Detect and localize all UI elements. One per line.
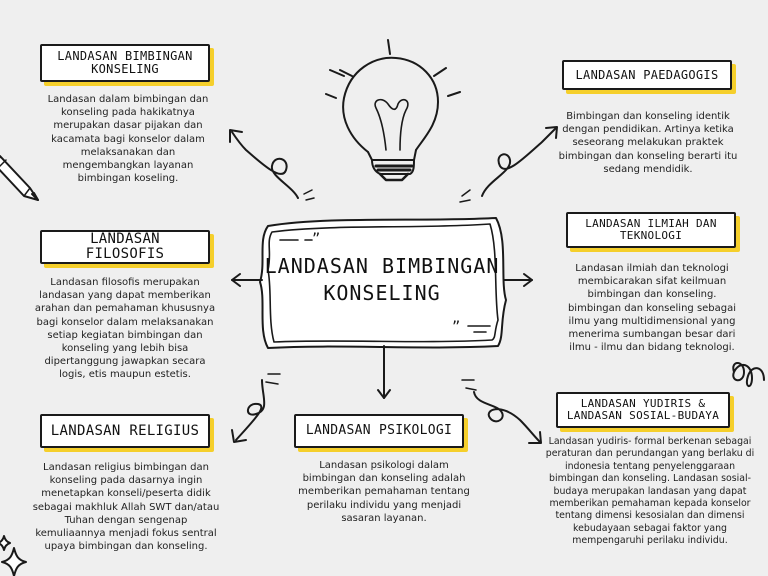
node-title-line2: TEKNOLOGI [619, 229, 683, 242]
node-text-ilmiah: Landasan ilmiah dan teknologi membicarakan sifat keilmuan bimbingan dan konseling. bimbingan dan konseling sebagai ilmu yang multidimensional yang menerima sumbangan besar dari ilmu - ilmu dan bidang teknologi. [567, 263, 737, 354]
node-text-religius: Landasan religius bimbingan dan konseling pada dasarnya ingin menetapkan konseli/peserta didik sebagai makhluk Allah SWT dan/atau Tuhan dengan sengenap kemuliaannya menjadi fokus sentral upaya bimbingan dan konseling. [32, 462, 220, 553]
pencil-icon [0, 156, 38, 200]
swirl-doodle-icon [733, 363, 764, 386]
svg-text:”: ” [312, 229, 321, 248]
svg-text:”: ” [452, 317, 461, 336]
node-text-filosofis: Landasan filosofis merupakan landasan yang dapat memberikan arahan dan pemahaman khususnya bagi konselor dalam melaksanakan setiap kegiatan bimbingan dan konseling yang lebih bisa dipertanggung jawapkan secara logis, etis maupun estetis. [34, 277, 216, 381]
node-title-line1: LANDASAN YUDIRIS & [580, 397, 706, 411]
central-title-line2: KONSELING [323, 281, 441, 305]
node-title-psikologi [294, 414, 464, 448]
node-title-line1: LANDASAN BIMBINGAN [57, 49, 193, 64]
node-title-line2: KONSELING [91, 62, 159, 76]
node-title-text: LANDASAN RELIGIUS [50, 422, 200, 439]
node-title-ilmiah [566, 212, 736, 248]
node-text-bimbingan-konseling: Landasan dalam bimbingan dan konseling pada hakikatnya merupakan dasar pijakan dan kacamata bagi konselor dalam melaksanakan dan mengembangkan layanan bimbingan koseling. [47, 94, 209, 185]
node-title-text: LANDASAN PSIKOLOGI [305, 423, 453, 439]
node-title-line2: LANDASAN SOSIAL-BUDAYA [566, 409, 720, 422]
node-title-text: LANDASAN FILOSOFIS [85, 231, 165, 262]
node-title-line1: LANDASAN ILMIAH DAN [585, 217, 717, 231]
curly-arrow-to-paedagogis [460, 127, 557, 202]
arrow-to-filosofis [232, 274, 262, 286]
central-topic [262, 216, 502, 344]
node-title-religius [40, 414, 210, 448]
sparkle-icon [0, 536, 26, 576]
node-title-paedagogis [562, 60, 732, 90]
node-text-paedagogis: Bimbingan dan konseling identik dengan pendidikan. Artinya ketika seseorang melakukan praktek bimbingan dan konseling berarti itu sedang mendidik. [558, 111, 738, 175]
curly-arrow-to-yudiris [462, 380, 541, 443]
node-title-text: LANDASAN PAEDAGOGIS [575, 67, 719, 82]
central-title-line1: LANDASAN BIMBINGAN [264, 254, 500, 278]
arrow-to-ilmiah [504, 274, 532, 286]
node-title-bimbingan-konseling [40, 44, 210, 82]
node-title-yudiris [556, 392, 730, 428]
curly-arrow-to-bimbingan [230, 130, 314, 200]
lightbulb-icon [326, 40, 460, 180]
node-text-yudiris: Landasan yudiris- formal berkenan sebagai peraturan dan perundangan yang berlaku di indonesia tentang penyelenggaraan bimbingan dan konseling. Landasan sosial-budaya merupakan landasan yang dapat memberikan pemahaman kepada konselor tentang dimensi kesosialan dan dimensi kebudayaan sebagai faktor yang mempengaruhi perilaku individu. [545, 436, 755, 547]
node-text-psikologi: Landasan psikologi dalam bimbingan dan konseling adalah memberikan pemahaman tentang perilaku individu yang menjadi sasaran layanan. [298, 460, 470, 524]
node-title-filosofis [40, 230, 210, 264]
curly-arrow-to-religius [232, 374, 280, 442]
arrow-to-psikologi [378, 346, 390, 398]
